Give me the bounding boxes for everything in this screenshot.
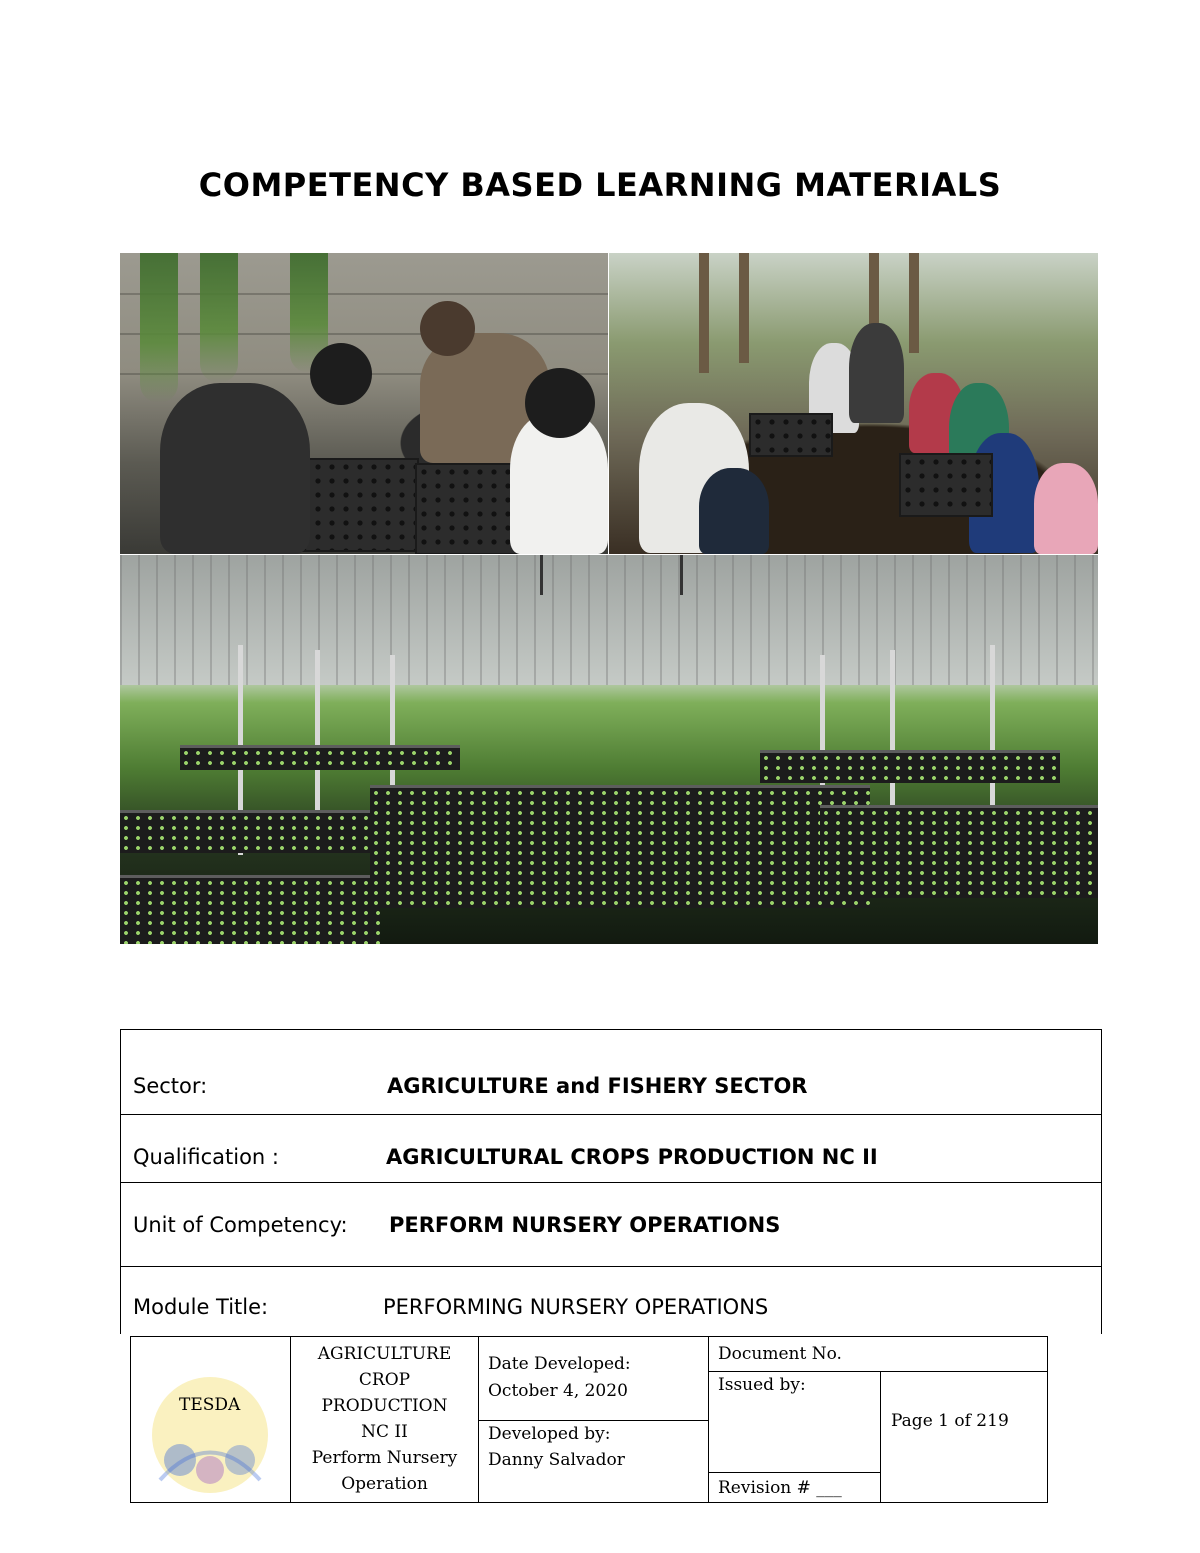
issued-by: Issued by: — [718, 1375, 806, 1395]
date-value: October 4, 2020 — [488, 1381, 628, 1401]
sector-value: AGRICULTURE and FISHERY SECTOR — [387, 1074, 808, 1098]
tesda-logo-icon — [135, 1365, 285, 1495]
module-row — [121, 1266, 1101, 1335]
course-line: PRODUCTION — [321, 1396, 448, 1416]
module-value: PERFORMING NURSERY OPERATIONS — [383, 1295, 769, 1319]
page-title: COMPETENCY BASED LEARNING MATERIALS — [198, 166, 1002, 204]
issued-by-cell — [708, 1371, 881, 1473]
developer-label: Developed by: — [488, 1424, 611, 1444]
page-cell — [880, 1371, 1048, 1503]
document-no-cell — [708, 1336, 1048, 1372]
course-line: Operation — [341, 1474, 428, 1494]
revision: Revision # ___ — [718, 1478, 842, 1498]
logo-cell — [130, 1336, 291, 1503]
developer-value: Danny Salvador — [488, 1450, 625, 1470]
qualification-value: AGRICULTURAL CROPS PRODUCTION NC II — [386, 1145, 878, 1169]
course-line: CROP — [358, 1370, 411, 1390]
page-number: Page 1 of 219 — [891, 1411, 1009, 1431]
course-line: Perform Nursery — [311, 1448, 458, 1468]
course-line: NC II — [361, 1422, 408, 1442]
course-lines — [291, 1341, 478, 1497]
course-cell — [290, 1336, 479, 1503]
course-line: AGRICULTURE — [317, 1344, 452, 1364]
date-cell — [478, 1336, 709, 1421]
date-label: Date Developed: — [488, 1354, 631, 1374]
module-label: Module Title: — [133, 1295, 269, 1319]
developer-cell — [478, 1420, 709, 1503]
document-footer-table — [130, 1336, 1048, 1503]
qualification-row — [121, 1114, 1101, 1183]
photo-trainees-sowing — [120, 253, 608, 554]
module-info-table — [120, 1029, 1102, 1334]
unit-label: Unit of Competency: — [133, 1213, 348, 1237]
photo-nursery-greenhouse — [120, 555, 1098, 944]
photo-trainees-filling-trays — [609, 253, 1098, 554]
revision-cell — [708, 1472, 881, 1503]
unit-row — [121, 1182, 1101, 1267]
sector-label: Sector: — [133, 1074, 208, 1098]
unit-value: PERFORM NURSERY OPERATIONS — [389, 1213, 781, 1237]
logo-text: TESDA — [179, 1395, 241, 1415]
sector-row — [121, 1030, 1101, 1114]
document-no: Document No. — [718, 1344, 842, 1364]
qualification-label: Qualification : — [133, 1145, 279, 1169]
